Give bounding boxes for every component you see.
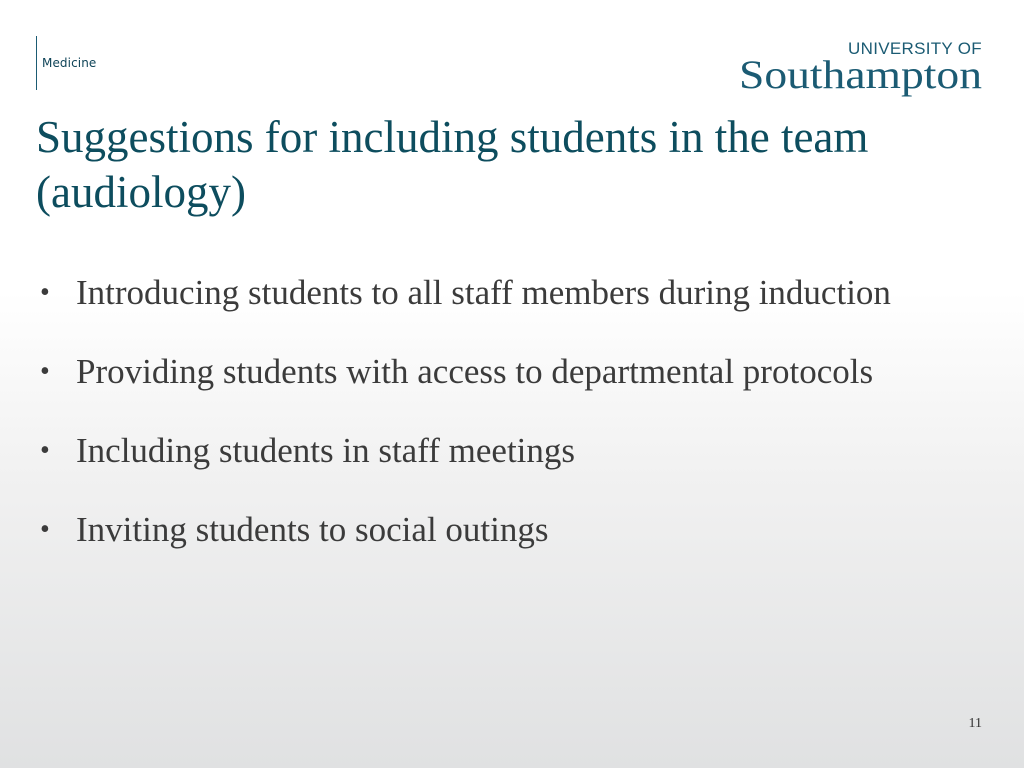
department-name: Medicine [42,56,97,70]
bullet-text: Including students in staff meetings [76,431,576,470]
page-number: 11 [968,716,982,731]
bullet-marker: • [40,356,50,387]
department-label [36,36,96,90]
bullet-item [36,428,966,474]
bullet-text: Inviting students to social outings [76,510,549,549]
logo-line1: UNIVERSITY OF [848,39,982,58]
slide-title: Suggestions for including students in the team (audiology) [36,112,869,217]
logo-line2: Southampton [739,52,982,97]
bullet-text: Introducing students to all staff members during induction [76,273,891,312]
bullet-marker: • [40,514,50,545]
bullet-item [36,270,966,316]
bullet-item [36,349,966,395]
bullet-marker: • [40,277,50,308]
university-logo [739,38,984,98]
bullet-item [36,507,966,553]
bullet-list [36,270,966,586]
bullet-marker: • [40,435,50,466]
bullet-text: Providing students with access to departmental protocols [76,352,874,391]
